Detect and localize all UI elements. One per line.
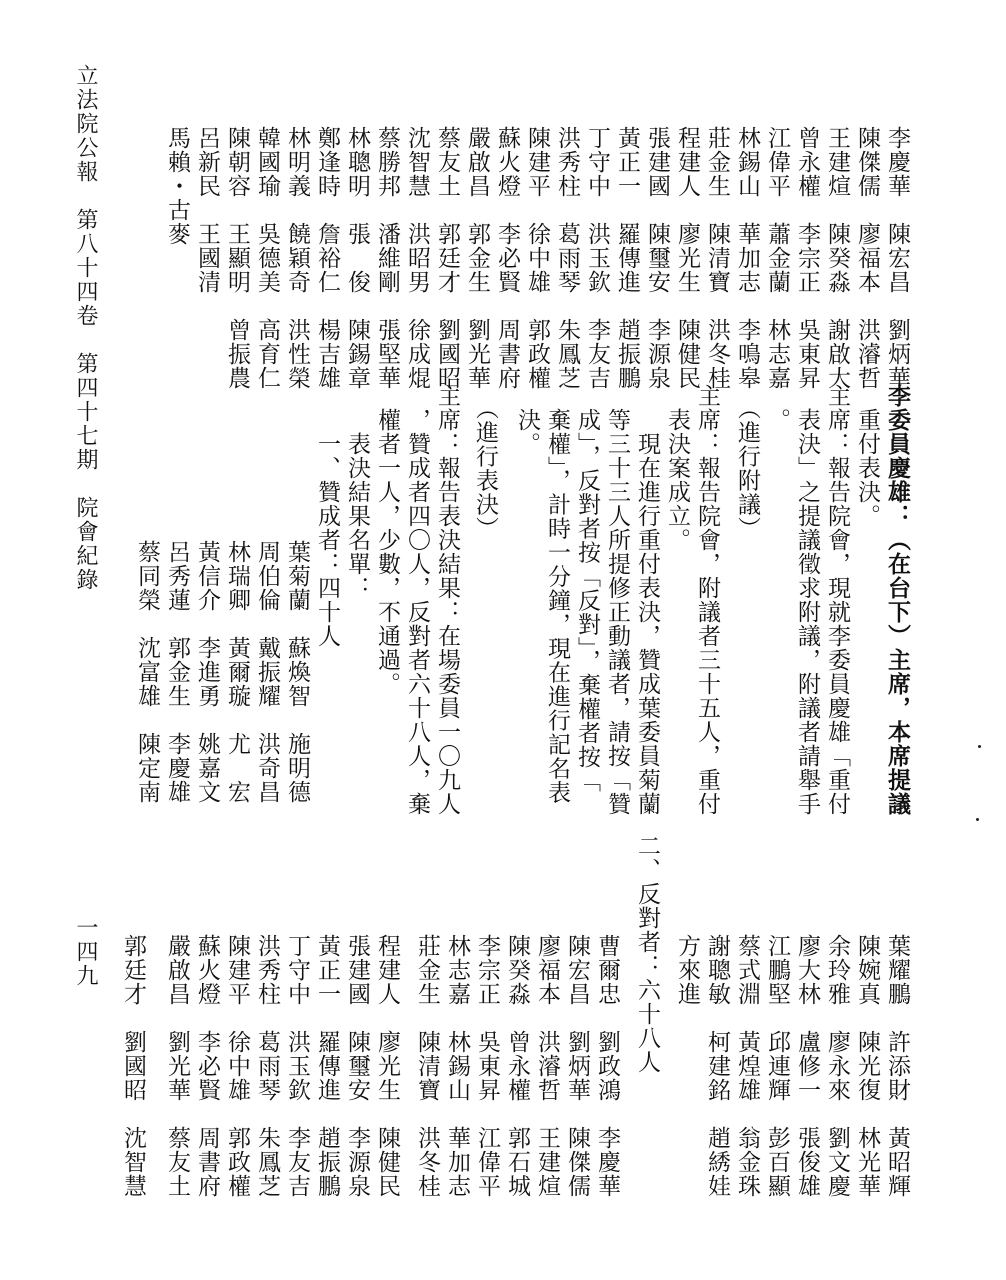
name-column: 韓國瑜 吳德美 高育仁 [254, 126, 280, 390]
name-column: 莊金生 陳清寶 洪冬桂 [414, 934, 440, 1198]
name-column: 蔡同榮 沈富雄 陳定南 [134, 540, 160, 804]
no-voters-heading: 二、反對者：六十八人 [634, 834, 660, 1074]
text-column: （進行表決） [472, 384, 498, 541]
name-column: 陳婉真 陳光復 林光華 [854, 934, 880, 1198]
name-column: 洪秀柱 葛雨琴 朱鳳芝 [554, 126, 580, 390]
name-column: 林志嘉 林錫山 華加志 [444, 934, 470, 1198]
name-column: 林聰明 張 俊 陳錫章 [344, 126, 370, 390]
name-column: 曾永權 李宗正 吳東昇 [794, 126, 820, 390]
text-column: （進行附議） [734, 384, 760, 541]
name-column: 蔡式淵 黃煌雄 翁金珠 [734, 934, 760, 1198]
name-column: 蔡勝邦 潘維剛 張堅華 [374, 126, 400, 390]
name-column: 江偉平 蕭金蘭 林志嘉 [764, 126, 790, 390]
name-column: 林瑞卿 黃爾璇 尤 宏 [224, 540, 250, 804]
name-column: 李宗正 吳東昇 江偉平 [474, 934, 500, 1198]
name-column: 林明義 饒穎奇 洪性榮 [284, 126, 310, 390]
text-column: 表決結果名單： [344, 384, 370, 600]
name-column: 沈智慧 洪昭男 徐成焜 [404, 126, 430, 390]
name-column: 嚴啟昌 郭金生 劉光華 [464, 126, 490, 390]
name-column: 郭廷才 劉國昭 沈智慧 [120, 934, 146, 1198]
text-column: 主席：報告院會，附議者三十五人，重付 [694, 384, 720, 816]
scan-speck [978, 745, 981, 748]
name-column: 黃正一 羅傳進 趙振鵬 [314, 934, 340, 1198]
bulletin-header: 立法院公報 第八十四卷 第四十七期 院會紀錄 [73, 64, 98, 592]
name-column: 程建人 廖光生 陳健民 [374, 934, 400, 1198]
name-column: 周伯倫 戴振耀 洪奇昌 [254, 540, 280, 804]
name-column: 洪秀柱 葛雨琴 朱鳳芝 [254, 934, 280, 1198]
page-number: 一四九 [73, 916, 98, 988]
scan-speck [976, 818, 979, 821]
name-column: 廖大林 盧修一 張俊雄 [794, 934, 820, 1198]
name-column: 蘇火燈 李必賢 周書府 [194, 934, 220, 1198]
text-column: 成」，反對者按「反對」，棄權者按「 [574, 384, 600, 793]
name-column: 鄭逢時 詹裕仁 楊吉雄 [314, 126, 340, 390]
name-column: 呂新民 王國清 [194, 126, 220, 294]
name-column: 張建國 陳璽安 李源泉 [344, 934, 370, 1198]
name-column: 蔡友土 郭廷才 劉國昭 [434, 126, 460, 390]
name-column: 黃信介 李進勇 姚嘉文 [194, 540, 220, 804]
text-column: 。 [764, 384, 790, 432]
name-column: 張建國 陳璽安 李源泉 [644, 126, 670, 390]
text-column: 主席：報告院會，現就李委員慶雄「重付 [824, 384, 850, 816]
name-column: 丁守中 洪玉欽 李友吉 [284, 934, 310, 1198]
name-column: 葉菊蘭 蘇煥智 施明德 [284, 540, 310, 804]
name-column: 黃正一 羅傳進 趙振鵬 [614, 126, 640, 390]
text-column: 等三十三人所提修正動議者，請按「贊 [604, 384, 630, 816]
name-column: 余玲雅 廖永來 劉文慶 [824, 934, 850, 1198]
name-column: 陳癸淼 曾永權 郭石城 [504, 934, 530, 1198]
speech-speaker-line: 李委員慶雄：（在台下）主席，本席提議 [884, 384, 911, 816]
text-column: 重付表決。 [854, 384, 880, 528]
name-column: 葉耀鵬 許添財 黃昭輝 [884, 934, 910, 1198]
text-column: ，贊成者四〇人，反對者六十八人，棄 [404, 384, 430, 816]
name-column: 李慶華 陳宏昌 劉炳華 [884, 126, 910, 390]
name-column: 程建人 廖光生 陳健民 [674, 126, 700, 390]
text-column: 權者一人，少數，不通過。 [374, 384, 400, 696]
name-column: 方來進 [674, 934, 700, 1006]
name-column: 江鵬堅 邱連輝 彭百顯 [764, 934, 790, 1198]
text-column: 一、贊成者：四十人 [314, 384, 340, 648]
name-column: 王建煊 陳癸淼 謝啟大 [824, 126, 850, 390]
name-column: 丁守中 洪玉欽 李友吉 [584, 126, 610, 390]
name-column: 馬賴・古麥 [164, 126, 190, 246]
text-column: 表決案成立。 [664, 384, 690, 552]
name-column: 陳建平 徐中雄 郭政權 [524, 126, 550, 390]
text-column: 現在進行重付表決，贊成葉委員菊蘭 [634, 384, 660, 816]
name-column: 謝聰敏 柯建銘 趙綉娃 [704, 934, 730, 1198]
name-column: 陳傑儒 廖福本 洪濬哲 [854, 126, 880, 390]
name-column: 呂秀蓮 郭金生 李慶雄 [164, 540, 190, 804]
name-column: 陳建平 徐中雄 郭政權 [224, 934, 250, 1198]
text-column: 決。 [514, 384, 540, 456]
name-column: 曹爾忠 劉政鴻 李慶華 [594, 934, 620, 1198]
text-column: 主席：報告表決結果：在場委員一〇九人 [434, 384, 460, 816]
name-column: 林錫山 華加志 李鳴皋 [734, 126, 760, 390]
text-column: 表決」之提議徵求附議，附議者請舉手 [794, 384, 820, 816]
name-column: 嚴啟昌 劉光華 蔡友土 [164, 934, 190, 1198]
text-column: 棄權」，計時一分鐘，現在進行記名表 [544, 384, 570, 805]
name-column: 廖福本 洪濬哲 王建煊 [534, 934, 560, 1198]
name-column: 蘇火燈 李必賢 周書府 [494, 126, 520, 390]
name-column: 陳宏昌 劉炳華 陳傑儒 [564, 934, 590, 1198]
name-column: 莊金生 陳清寶 洪冬桂 [704, 126, 730, 390]
name-column: 陳朝容 王顯明 曾振農 [224, 126, 250, 390]
